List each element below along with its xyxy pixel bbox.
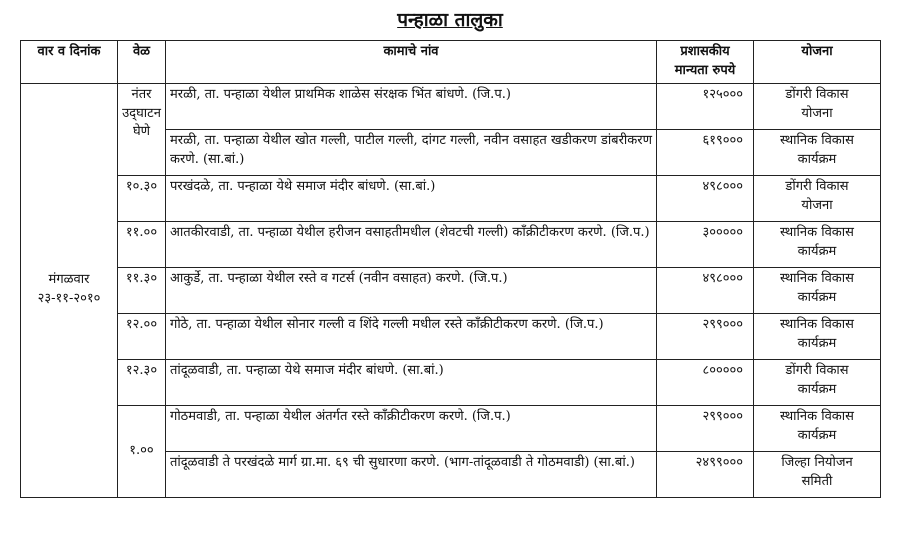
scheme-cell (754, 405, 881, 451)
header-work: कामाचे नांव (166, 41, 657, 84)
scheme-line1: डोंगरी विकास (785, 362, 849, 378)
amount-cell: ४९८००० (657, 267, 754, 313)
header-scheme: योजना (754, 41, 881, 84)
table-row (21, 267, 881, 313)
scheme-line1: स्थानिक विकास (780, 132, 854, 148)
date-label: २३-११-२०१० (37, 291, 101, 307)
day-label: मंगळवार (48, 272, 90, 288)
scheme-cell (754, 129, 881, 175)
time-cell: ११.३० (118, 267, 166, 313)
time-cell: ११.०० (118, 221, 166, 267)
header-date: वार व दिनांक (21, 41, 118, 84)
scheme-line1: स्थानिक विकास (780, 408, 854, 424)
scheme-line2: कार्यक्रम (797, 243, 837, 259)
scheme-line1: स्थानिक विकास (780, 316, 854, 332)
schedule-table (20, 40, 881, 498)
amount-cell: २९९००० (657, 313, 754, 359)
work-cell: तांदूळवाडी ते परखंदळे मार्ग ग्रा.मा. ६९ ची सुधारणा करणे. (भाग-तांदूळवाडी ते गोठमवाडी) (सा.बां.) (166, 451, 657, 497)
work-cell: परखंदळे, ता. पन्हाळा येथे समाज मंदीर बांधणे. (सा.बां.) (166, 175, 657, 221)
table-header-row (21, 41, 881, 84)
amount-cell: ८००००० (657, 359, 754, 405)
header-time: वेळ (118, 41, 166, 84)
scheme-line2: कार्यक्रम (797, 427, 837, 443)
scheme-line1: डोंगरी विकास (785, 86, 849, 102)
time-cell: १०.३० (118, 175, 166, 221)
scheme-cell (754, 359, 881, 405)
header-amount-line2: मान्यता रुपये (674, 62, 736, 78)
table-row (21, 313, 881, 359)
work-cell: मरळी, ता. पन्हाळा येथील खोत गल्ली, पाटील गल्ली, दांगट गल्ली, नवीन वसाहत खडीकरण डांबरीकरण करणे. (सा.बां.) (166, 129, 657, 175)
time-cell: १२.३० (118, 359, 166, 405)
scheme-line2: समिती (801, 473, 833, 489)
header-amount-line1: प्रशासकीय (680, 44, 730, 59)
scheme-line2: कार्यक्रम (797, 381, 837, 397)
amount-cell: २९९००० (657, 405, 754, 451)
work-cell: तांदूळवाडी, ता. पन्हाळा येथे समाज मंदीर बांधणे. (सा.बां.) (166, 359, 657, 405)
scheme-line1: जिल्हा नियोजन (781, 454, 853, 470)
amount-cell: ३००००० (657, 221, 754, 267)
scheme-line2: योजना (801, 197, 833, 213)
table-row (21, 83, 881, 129)
time-cell: १२.०० (118, 313, 166, 359)
scheme-line1: डोंगरी विकास (785, 178, 849, 194)
amount-cell: ४९८००० (657, 175, 754, 221)
date-cell (21, 83, 118, 497)
amount-cell: २४९९००० (657, 451, 754, 497)
scheme-line2: योजना (801, 105, 833, 121)
amount-cell: १२५००० (657, 83, 754, 129)
header-amount (657, 41, 754, 84)
scheme-cell (754, 267, 881, 313)
scheme-cell (754, 175, 881, 221)
scheme-cell (754, 451, 881, 497)
scheme-line2: कार्यक्रम (797, 289, 837, 305)
work-cell: गोठमवाडी, ता. पन्हाळा येथील अंतर्गत रस्ते कॉंक्रीटीकरण करणे. (जि.प.) (166, 405, 657, 451)
table-row (21, 359, 881, 405)
table-row (21, 221, 881, 267)
table-row (21, 405, 881, 451)
scheme-line1: स्थानिक विकास (780, 224, 854, 240)
scheme-line2: कार्यक्रम (797, 335, 837, 351)
time-cell: नंतर उद्‌घाटन घेणे (118, 83, 166, 175)
work-cell: आतकीरवाडी, ता. पन्हाळा येथील हरीजन वसाहतीमधील (शेवटची गल्ली) कॉंक्रीटीकरण करणे. (जि.प.) (166, 221, 657, 267)
scheme-cell (754, 313, 881, 359)
page-title: पन्हाळा तालुका (397, 9, 503, 31)
work-cell: गोठे, ता. पन्हाळा येथील सोनार गल्ली व शिंदे गल्ली मधील रस्ते कॉंक्रीटीकरण करणे. (जि.प.) (166, 313, 657, 359)
amount-cell: ६१९००० (657, 129, 754, 175)
work-cell: मरळी, ता. पन्हाळा येथील प्राथमिक शाळेस संरक्षक भिंत बांधणे. (जि.प.) (166, 83, 657, 129)
table-row (21, 175, 881, 221)
scheme-cell (754, 83, 881, 129)
scheme-line2: कार्यक्रम (797, 151, 837, 167)
scheme-line1: स्थानिक विकास (780, 270, 854, 286)
work-cell: आकुर्डे, ता. पन्हाळा येथील रस्ते व गटर्स (नवीन वसाहत) करणे. (जि.प.) (166, 267, 657, 313)
time-cell: १.०० (118, 405, 166, 497)
scheme-cell (754, 221, 881, 267)
